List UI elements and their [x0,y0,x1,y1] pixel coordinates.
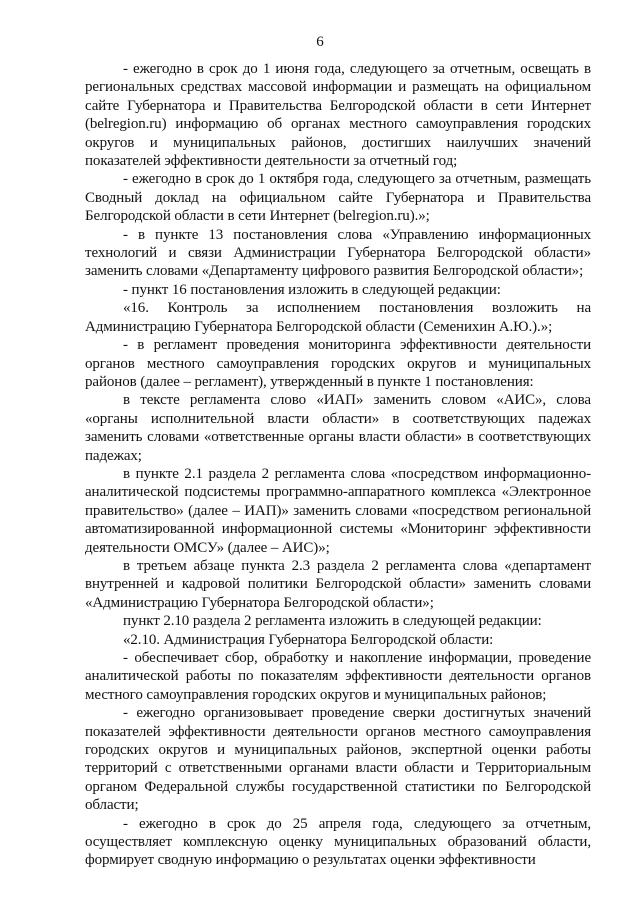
paragraph: в пункте 2.1 раздела 2 регламента слова «посредством информационно-аналитической подсистемы программно-аппаратного комплекса «Электронное правительство» (далее – ИАП)» заменить словами «посредством региональной автоматизированной информационной системы «Мониторинг эффективности деятельности ОМСУ» (далее – АИС)»; [85,465,591,556]
paragraph: - в регламент проведения мониторинга эффективности деятельности органов местного самоуправления городских округов и муниципальных районов (далее – регламент), утвержденный в пункте 1 постановления: [85,337,591,390]
paragraph: в третьем абзаце пункта 2.3 раздела 2 регламента слова «департамент внутренней и кадровой политики Белгородской области» заменить словами «Администрацию Губернатора Белгородской области»; [85,557,591,611]
paragraph: - ежегодно в срок до 1 октября года, следующего за отчетным, размещать Сводный доклад на официальном сайте Губернатора и Правительства Белгородской области в сети Интернет (belregion.ru).»; [85,171,591,225]
paragraph: «2.10. Администрация Губернатора Белгородской области: [123,631,494,648]
paragraph: - обеспечивает сбор, обработку и накопление информации, проведение аналитической работы по показателям эффективности деятельности органов местного самоуправления городских округов и муниципальных районов; [85,650,591,703]
page-number: 6 [316,34,324,50]
paragraph: - ежегодно в срок до 1 июня года, следующего за отчетным, освещать в региональных средствах массовой информации и размещать на официальном сайте Губернатора и Правительства Белгородской области в сети Интернет (belregion.ru) информацию об органах местного самоуправления городских округов и муниципальных районов, достигших наилучших значений показателей эффективности деятельности за отчетный год; [85,61,591,170]
paragraph: - пункт 16 постановления изложить в следующей редакции: [123,281,501,298]
paragraph: «16. Контроль за исполнением постановления возложить на Администрацию Губернатора Белгородской области (Семенихин А.Ю.).»; [85,300,591,335]
paragraph: - ежегодно организовывает проведение сверки достигнутых значений показателей эффективности деятельности органов местного самоуправления городских округов и муниципальных районов, экспертной оценки работы территорий с ответственными органами власти области и Территориальным органом Федеральной службы государственной статистики по Белгородской области; [85,705,591,814]
paragraph: пункт 2.10 раздела 2 регламента изложить в следующей редакции: [123,613,542,630]
paragraph: - ежегодно в срок до 25 апреля года, следующего за отчетным, осуществляет комплексную оценку муниципальных образований области, формирует сводную информацию о результатах оценки эффективности [85,815,591,869]
paragraph: в тексте регламента слово «ИАП» заменить словом «АИС», слова «органы исполнительной власти области» в соответствующих падежах заменить словами «ответственные органы власти области» в соответствующих падежах; [85,392,591,464]
document-body [85,60,591,870]
paragraph: - в пункте 13 постановления слова «Управлению информационных технологий и связи Администрации Губернатора Белгородской области» заменить словами «Департаменту цифрового развития Белгородской области»; [85,226,591,280]
